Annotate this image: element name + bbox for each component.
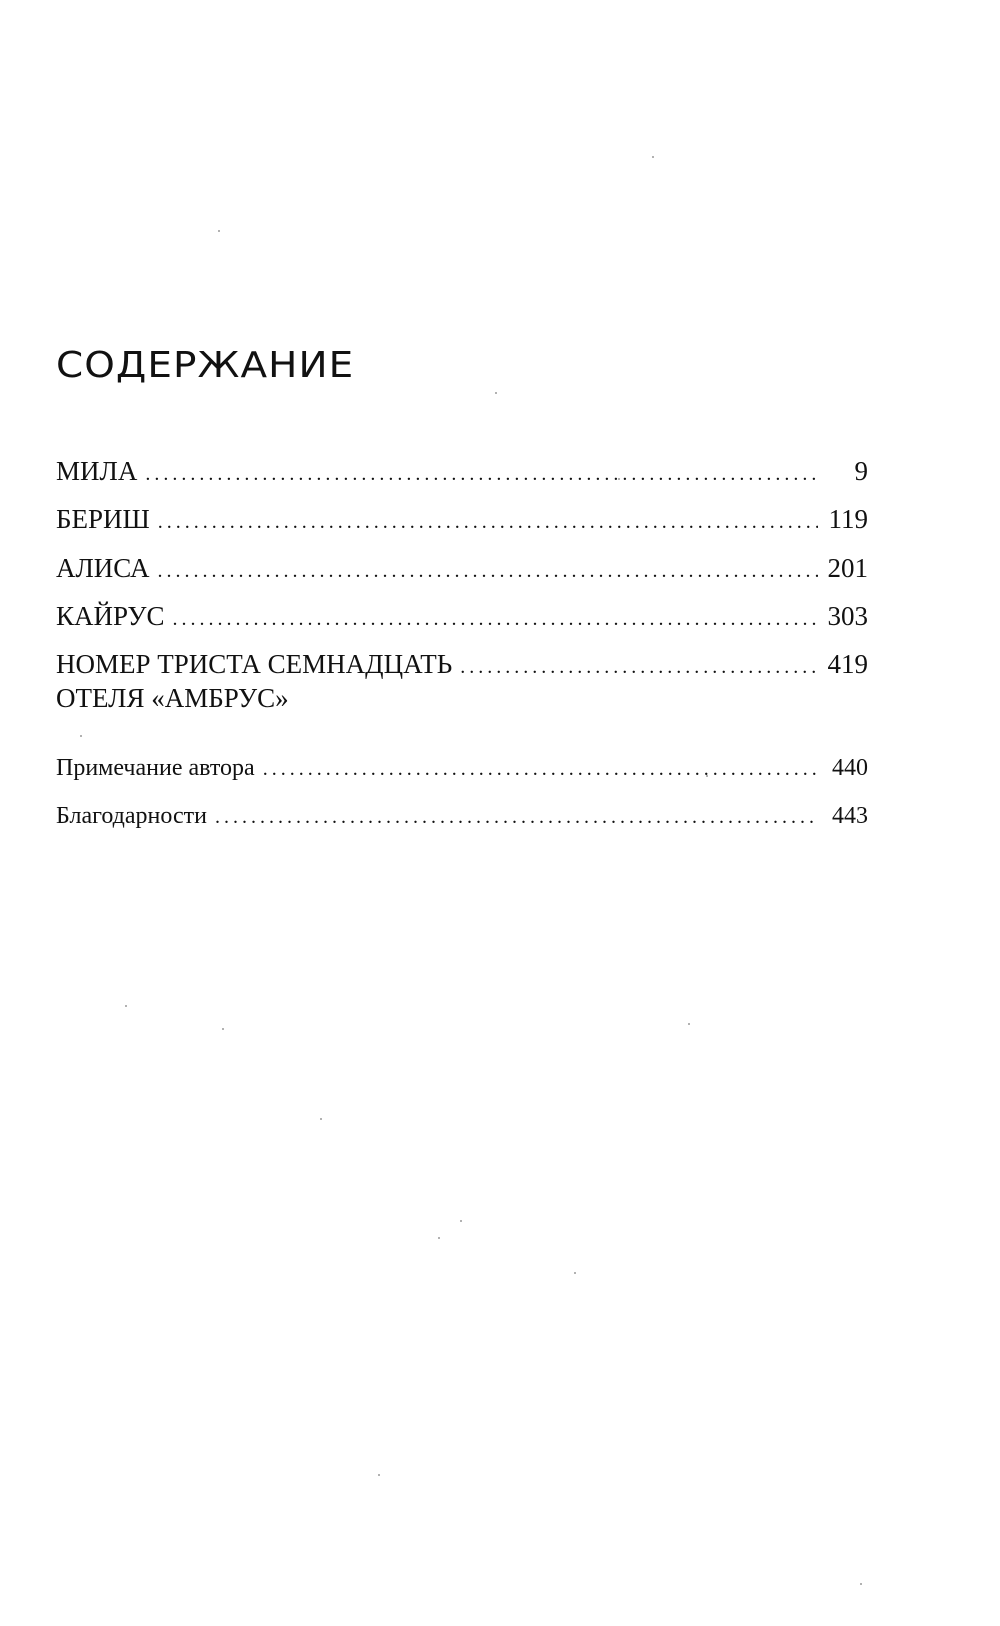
leader-dots [157, 561, 817, 581]
scan-speck [574, 1272, 576, 1274]
leader-dots [158, 512, 818, 532]
toc-entry-title: БЕРИШ [56, 504, 150, 534]
leader-dots [172, 609, 817, 629]
scan-speck [460, 1220, 462, 1222]
scan-speck [218, 230, 220, 232]
leader-dots [263, 759, 818, 779]
toc-entry-berish[interactable] [56, 506, 868, 533]
toc-entry-alisa[interactable] [56, 555, 868, 582]
leader-dots [460, 657, 817, 677]
scan-speck [222, 1028, 224, 1030]
toc-entry-mila[interactable] [56, 458, 868, 485]
scan-speck [706, 775, 708, 777]
toc-entry-room-317[interactable] [56, 651, 868, 712]
toc-entry-author-note[interactable] [56, 756, 868, 780]
toc-entry-page: 419 [827, 649, 868, 679]
toc-entry-acknowledgements[interactable] [56, 804, 868, 828]
scan-speck [495, 392, 497, 394]
scan-speck [860, 1583, 862, 1585]
scan-speck [378, 1474, 380, 1476]
toc-entry-page: 119 [828, 504, 868, 534]
toc-entry-title: МИЛА [56, 456, 138, 486]
toc-entry-page: 303 [827, 601, 868, 631]
toc-entry-title: КАЙРУС [56, 601, 165, 631]
scan-speck [652, 156, 654, 158]
leader-dots [145, 464, 818, 484]
toc-entry-page: 443 [832, 803, 868, 829]
leader-dots [215, 807, 818, 827]
scan-speck [320, 1118, 322, 1120]
toc-heading: СОДЕРЖАНИЕ [56, 345, 355, 386]
toc-entry-page: 9 [854, 456, 868, 486]
toc-entry-page: 440 [832, 755, 868, 781]
scan-speck [618, 478, 620, 480]
toc-entry-title-line1: НОМЕР ТРИСТА СЕМНАДЦАТЬ [56, 649, 453, 679]
toc-entry-title: Примечание автора [56, 755, 255, 781]
scan-speck [125, 1005, 127, 1007]
toc-entry-title: Благодарности [56, 803, 207, 829]
toc-entry-page: 201 [827, 553, 868, 583]
toc-entry-title-line2: ОТЕЛЯ «АМБРУС» [56, 683, 289, 713]
toc-entry-kairus[interactable] [56, 603, 868, 630]
scan-speck [438, 1237, 440, 1239]
scan-speck [688, 1023, 690, 1025]
toc-entry-title: АЛИСА [56, 553, 150, 583]
scan-speck [80, 735, 82, 737]
